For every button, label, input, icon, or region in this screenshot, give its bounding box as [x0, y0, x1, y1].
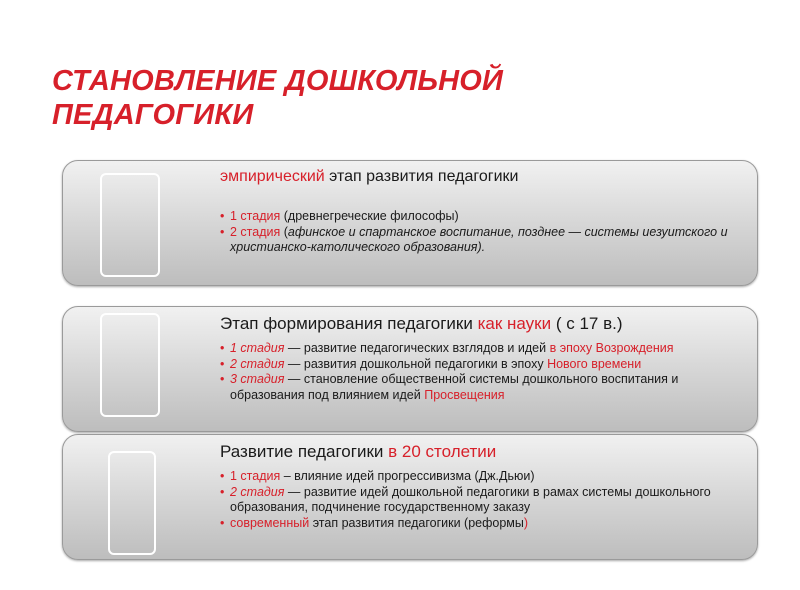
heading-text: Развитие педагогики: [220, 442, 389, 461]
heading-accent: в 20 столетии: [388, 442, 497, 461]
bullet-icon: •: [220, 341, 225, 355]
image-placeholder: [100, 173, 160, 277]
heading-text: Этап формирования педагогики: [220, 314, 478, 333]
stage-list: [220, 341, 741, 403]
stage-label: 1 стадия: [230, 209, 281, 223]
list-item: [220, 485, 741, 516]
stage-label: 3 стадия: [230, 372, 285, 386]
stage-text-italic: афинское и спартанское воспитание, позднее — системы иезуитского и христианско-католического образования).: [230, 224, 728, 254]
stage-accent: Нового времени: [547, 356, 642, 371]
stage-panel-science: [62, 306, 758, 432]
panel-content: [220, 441, 741, 531]
stage-text: — развитие идей дошкольной педагогики в рамах системы дошкольного образования, подчинение государственному заказу: [230, 484, 711, 514]
bullet-icon: •: [220, 372, 225, 386]
stage-text: (: [280, 224, 288, 239]
bullet-icon: •: [220, 469, 225, 483]
bullet-icon: •: [220, 484, 225, 499]
image-placeholder: [108, 451, 156, 555]
stage-list: [220, 469, 741, 531]
bullet-icon: •: [220, 209, 225, 223]
bullet-icon: •: [220, 224, 225, 239]
stage-text: – влияние идей прогрессивизма (Дж.Дьюи): [280, 469, 535, 483]
stage-text: этап развития педагогики (реформы: [309, 515, 524, 530]
panel-content: [220, 313, 741, 403]
stage-text: — развитие педагогических взглядов и идей: [284, 341, 550, 355]
stage-label: 2 стадия: [230, 356, 285, 371]
list-item: [220, 225, 741, 256]
list-item: [220, 372, 741, 403]
list-item: [220, 516, 741, 532]
heading-accent: эмпирический: [220, 168, 325, 185]
stage-text: (древнегреческие философы): [280, 209, 459, 223]
stage-panel-20th-century: [62, 434, 758, 560]
heading-text: этап развития педагогики: [324, 168, 519, 185]
stage-text: — становление общественной системы дошкольного воспитания и образования под влиянием идей: [230, 372, 679, 402]
panel-content: [220, 167, 741, 256]
stage-text: — развития дошкольной педагогики в эпоху: [284, 356, 548, 371]
stage-label: 1 стадия: [230, 469, 281, 483]
title-line-2: ПЕДАГОГИКИ: [52, 99, 254, 131]
stage-accent: Просвещения: [424, 387, 505, 402]
stage-accent: ): [523, 515, 529, 530]
panel-heading: [220, 313, 741, 335]
stage-accent: в эпоху Возрождения: [549, 341, 674, 355]
bullet-icon: •: [220, 356, 225, 371]
stage-list: [220, 209, 741, 256]
page-title: [52, 64, 503, 132]
stage-label: 1 стадия: [230, 341, 285, 355]
panel-heading: [220, 167, 741, 187]
stage-panel-empirical: [62, 160, 758, 286]
list-item: [220, 209, 741, 225]
heading-text: ( с 17 в.): [551, 314, 623, 333]
bullet-icon: •: [220, 515, 225, 530]
list-item: [220, 341, 741, 357]
stage-label: 2 стадия: [230, 484, 285, 499]
heading-accent: как науки: [477, 314, 552, 333]
stage-label: 2 стадия: [230, 224, 281, 239]
stage-label: современный: [230, 515, 310, 530]
panel-heading: [220, 441, 741, 463]
list-item: [220, 357, 741, 373]
list-item: [220, 469, 741, 485]
title-line-1: СТАНОВЛЕНИЕ ДОШКОЛЬНОЙ: [52, 65, 504, 97]
image-placeholder: [100, 313, 160, 417]
